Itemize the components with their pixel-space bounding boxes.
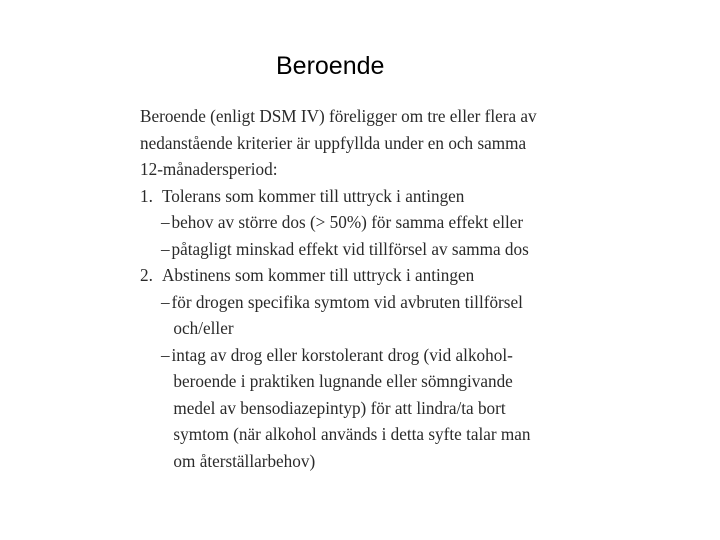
intro-line: nedanstående kriterier är uppfyllda under en och samma (140, 132, 527, 153)
criterion-item (140, 289, 541, 316)
dash-marker: – (161, 212, 170, 232)
criterion-heading (140, 183, 541, 210)
intro-line: Beroende (enligt DSM IV) föreligger om tre eller flera av (140, 106, 537, 126)
criterion-heading (140, 262, 541, 289)
criterion-heading-text: Abstinens som kommer till uttryck i antingen (161, 265, 475, 285)
criterion-item (140, 236, 541, 263)
criterion-heading-text: Tolerans som kommer till uttryck i antingen (161, 185, 465, 206)
criterion-item-continuation: beroende i praktiken lugnande eller sömngivande (173, 371, 513, 391)
criterion-item-text: behov av större dos (> 50%) för samma effekt eller (171, 212, 524, 232)
criterion-item (140, 209, 541, 236)
dash-marker: – (161, 291, 170, 312)
scanned-text-block (140, 103, 541, 474)
criterion-number: 2. (140, 265, 153, 285)
criterion-item-continuation: medel av bensodiazepintyp) för att lindra/ta bort (173, 397, 506, 418)
criterion-number: 1. (140, 185, 153, 206)
criterion-item (140, 342, 541, 369)
dash-marker: – (161, 344, 170, 365)
intro-line: 12-månadersperiod: (140, 159, 278, 179)
criterion-item-continuation: symtom (när alkohol används i detta syfte talar man (173, 424, 531, 444)
slide-title: Beroende (276, 52, 385, 80)
criterion-item-text: för drogen specifika symtom vid avbruten tillförsel (171, 291, 523, 312)
criterion-item-text: påtagligt minskad effekt vid tillförsel av samma dos (171, 238, 529, 259)
criterion-item-text: intag av drog eller korstolerant drog (vid alkohol- (171, 344, 513, 365)
criterion-item-continuation: och/eller (173, 318, 234, 338)
dash-marker: – (161, 238, 170, 259)
criterion-item-continuation: om återställarbehov) (173, 450, 316, 471)
